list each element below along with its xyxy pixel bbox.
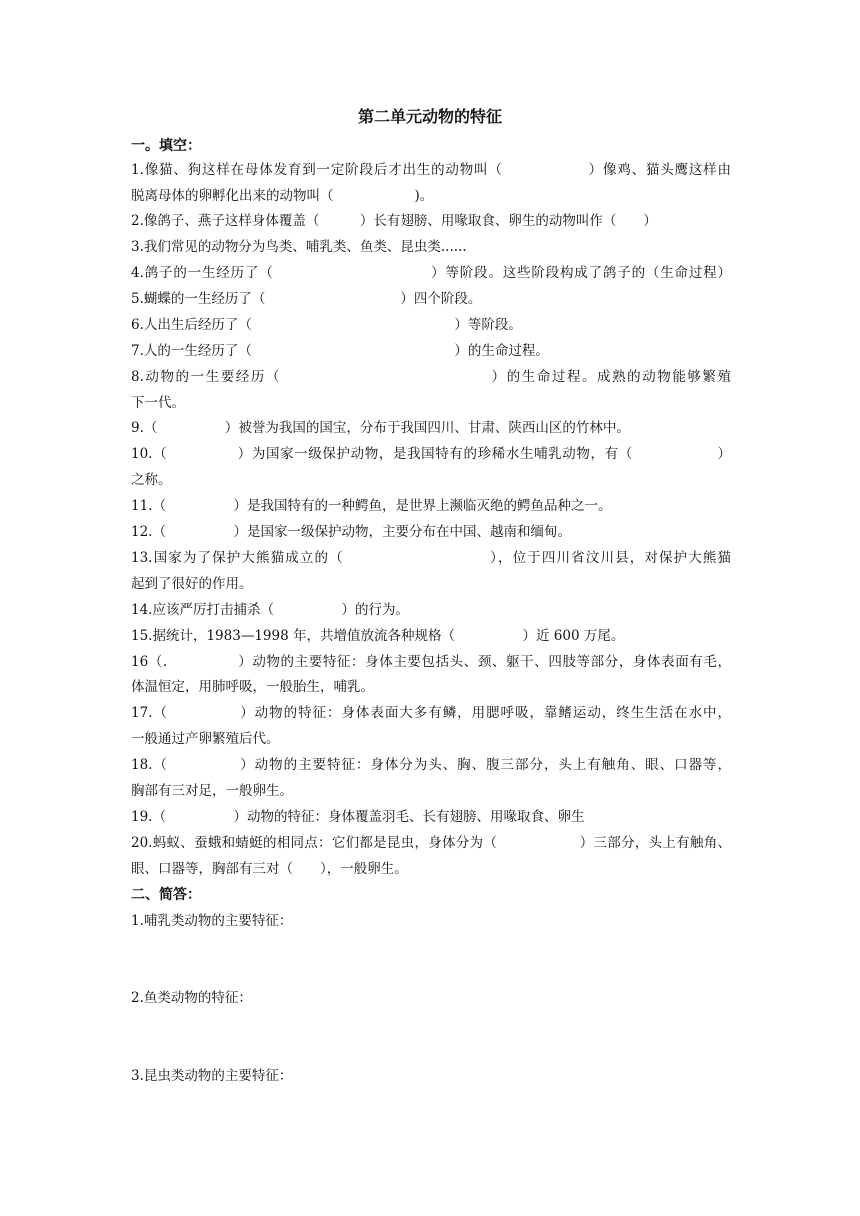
question-line: 起到了很好的作用。 <box>131 576 253 592</box>
question-line: 8.动物的一生要经历（ ）的生命过程。成熟的动物能够繁殖 <box>131 369 731 385</box>
question-line: 眼、口器等，胸部有三对（ ），一般卵生。 <box>131 861 408 877</box>
question-line: 12.（ ）是国家一级保护动物，主要分布在中国、越南和缅甸。 <box>131 524 571 540</box>
question-line: 之称。 <box>131 472 172 488</box>
question-line: 6.人出生后经历了（ ）等阶段。 <box>131 317 522 333</box>
question-line: 14.应该严厉打击捕杀（ ）的行为。 <box>131 602 409 618</box>
question-line: 2.像鸽子、燕子这样身体覆盖（ ）长有翅膀、用喙取食、卵生的动物叫作（ ） <box>131 213 657 229</box>
question-line: 体温恒定，用肺呼吸，一般胎生，哺乳。 <box>131 679 374 695</box>
question-line: 下一代。 <box>131 395 185 411</box>
question-line: 脱离母体的卵孵化出来的动物叫（ )。 <box>131 188 434 204</box>
question-line: 20.蚂蚁、蚕蛾和蜻蜓的相同点：它们都是昆虫，身体分为（ ）三部分，头上有触角、 <box>131 835 731 851</box>
question-line: 11.（ ）是我国特有的一种鳄鱼，是世界上濒临灭绝的鳄鱼品种之一。 <box>131 498 612 514</box>
question-line: 胸部有三对足，一般卵生。 <box>131 783 293 799</box>
answer-prompt: 1.哺乳类动物的主要特征： <box>131 913 293 929</box>
question-line: 10.（ ）为国家一级保护动物，是我国特有的珍稀水生哺乳动物，有（ ） <box>131 446 731 462</box>
question-line: 9.（ ）被誉为我国的国宝，分布于我国四川、甘肃、陕西山区的竹林中。 <box>131 420 630 436</box>
question-line: 1.像猫、狗这样在母体发育到一定阶段后才出生的动物叫（ ）像鸡、猫头鹰这样由 <box>131 162 731 178</box>
question-line: 13.国家为了保护大熊猫成立的（ ），位于四川省汶川县，对保护大熊猫 <box>131 550 731 566</box>
question-line: 19.（ ）动物的特征：身体覆盖羽毛、长有翅膀、用喙取食、卵生 <box>131 809 585 825</box>
section-heading-fill-blank: 一。填空： <box>131 138 201 154</box>
question-line: 16（. ）动物的主要特征：身体主要包括头、颈、躯干、四肢等部分，身体表面有毛， <box>131 654 731 670</box>
question-line: 3.我们常见的动物分为鸟类、哺乳类、鱼类、昆虫类...... <box>131 239 467 255</box>
question-line: 17.（ ）动物的特征：身体表面大多有鳞，用腮呼吸，靠鳍运动，终生生活在水中， <box>131 705 731 721</box>
question-line: 一般通过产卵繁殖后代。 <box>131 731 280 747</box>
question-line: 15.据统计，1983—1998 年，共增值放流各种规格（ ）近 600 万尾。 <box>131 628 625 644</box>
question-line: 4.鸽子的一生经历了（ ）等阶段。这些阶段构成了鸽子的（生命过程） <box>131 265 731 281</box>
answer-prompt: 2.鱼类动物的特征： <box>131 990 252 1006</box>
page-title: 第二单元动物的特征 <box>357 107 502 126</box>
question-line: 5.蝴蝶的一生经历了（ ）四个阶段。 <box>131 291 482 307</box>
answer-prompt: 3.昆虫类动物的主要特征： <box>131 1068 293 1084</box>
section-heading-short-answer: 二、简答： <box>131 887 201 903</box>
question-line: 18.（ ）动物的主要特征：身体分为头、胸、腹三部分，头上有触角、眼、口器等， <box>131 757 731 773</box>
question-line: 7.人的一生经历了（ ）的生命过程。 <box>131 343 549 359</box>
